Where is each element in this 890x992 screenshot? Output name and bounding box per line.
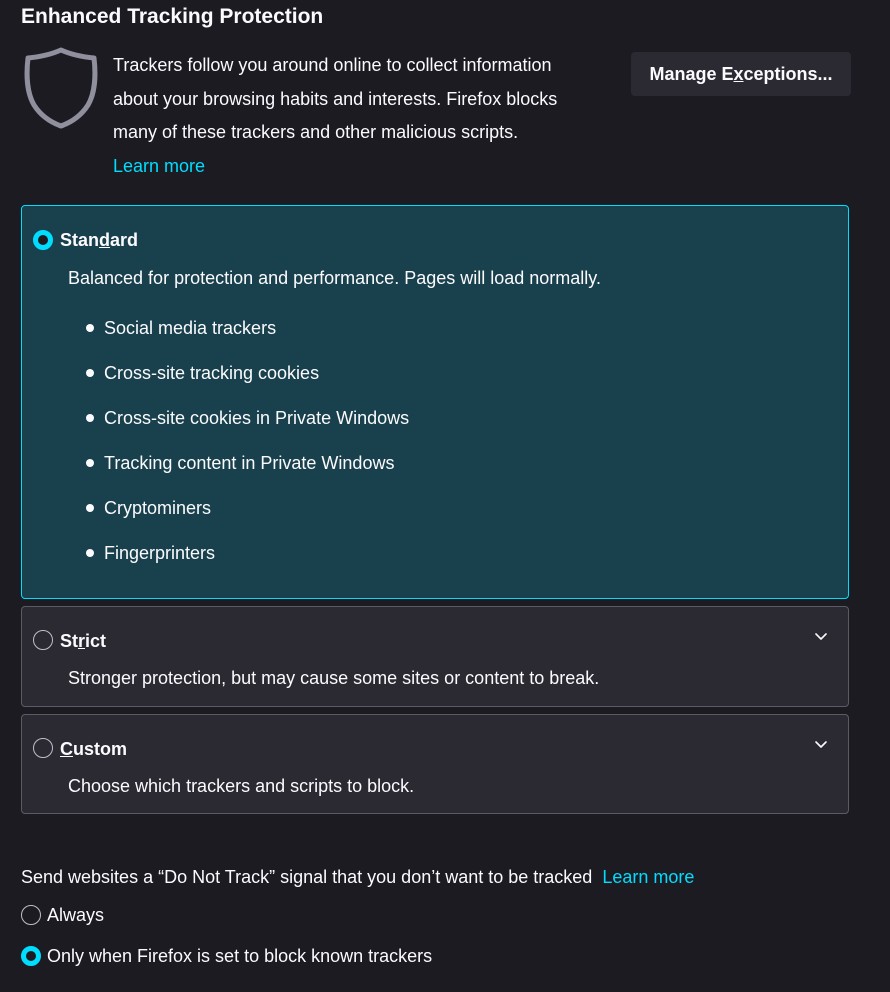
bullet-icon [86,459,94,467]
dnt-always-label: Always [47,905,105,925]
dnt-text: Send websites a “Do Not Track” signal that you don’t want to be tracked [21,867,593,887]
bullet-icon [86,549,94,557]
standard-feature-list [86,316,409,586]
custom-radio[interactable] [33,738,53,758]
standard-description: Balanced for protection and performance. Pages will load normally. [68,268,601,288]
dnt-learn-more-link[interactable]: Learn more [602,867,695,887]
chevron-down-icon[interactable] [814,631,828,641]
standard-radio[interactable] [33,230,53,250]
dnt-only-when-radio[interactable] [21,946,41,966]
feature-item: Cryptominers [86,496,409,541]
feature-item: Fingerprinters [86,541,409,586]
dnt-description [21,865,694,889]
feature-item: Social media trackers [86,316,409,361]
standard-option-card[interactable] [21,205,849,599]
feature-item: Cross-site cookies in Private Windows [86,406,409,451]
strict-option-card[interactable] [21,606,849,707]
feature-item: Cross-site tracking cookies [86,361,409,406]
shield-icon [22,45,100,129]
dnt-always-option[interactable] [21,903,104,927]
intro-line: Trackers follow you around online to collect information [113,55,552,75]
standard-label: Standard [60,230,139,250]
feature-item: Tracking content in Private Windows [86,451,409,496]
bullet-icon [86,414,94,422]
bullet-icon [86,324,94,332]
dnt-only-when-option[interactable] [21,944,432,968]
chevron-down-icon[interactable] [814,739,828,749]
strict-description: Stronger protection, but may cause some sites or content to break. [68,668,600,688]
custom-label: Custom [60,739,127,759]
intro-line: many of these trackers and other malicious scripts. [113,122,519,142]
custom-description: Choose which trackers and scripts to block. [68,776,415,796]
custom-option-card[interactable] [21,714,849,814]
strict-label: Strict [60,631,107,651]
learn-more-link[interactable]: Learn more [113,155,206,176]
intro-text [113,49,593,183]
section-title: Enhanced Tracking Protection [21,5,324,28]
intro-line: about your browsing habits and interests. Firefox blocks [113,88,558,109]
bullet-icon [86,504,94,512]
strict-radio[interactable] [33,630,53,650]
bullet-icon [86,369,94,377]
dnt-always-radio[interactable] [21,905,41,925]
manage-exceptions-button[interactable] [631,52,851,96]
dnt-only-when-label: Only when Firefox is set to block known trackers [47,946,433,966]
manage-exceptions-label: Manage Exceptions... [649,63,833,84]
